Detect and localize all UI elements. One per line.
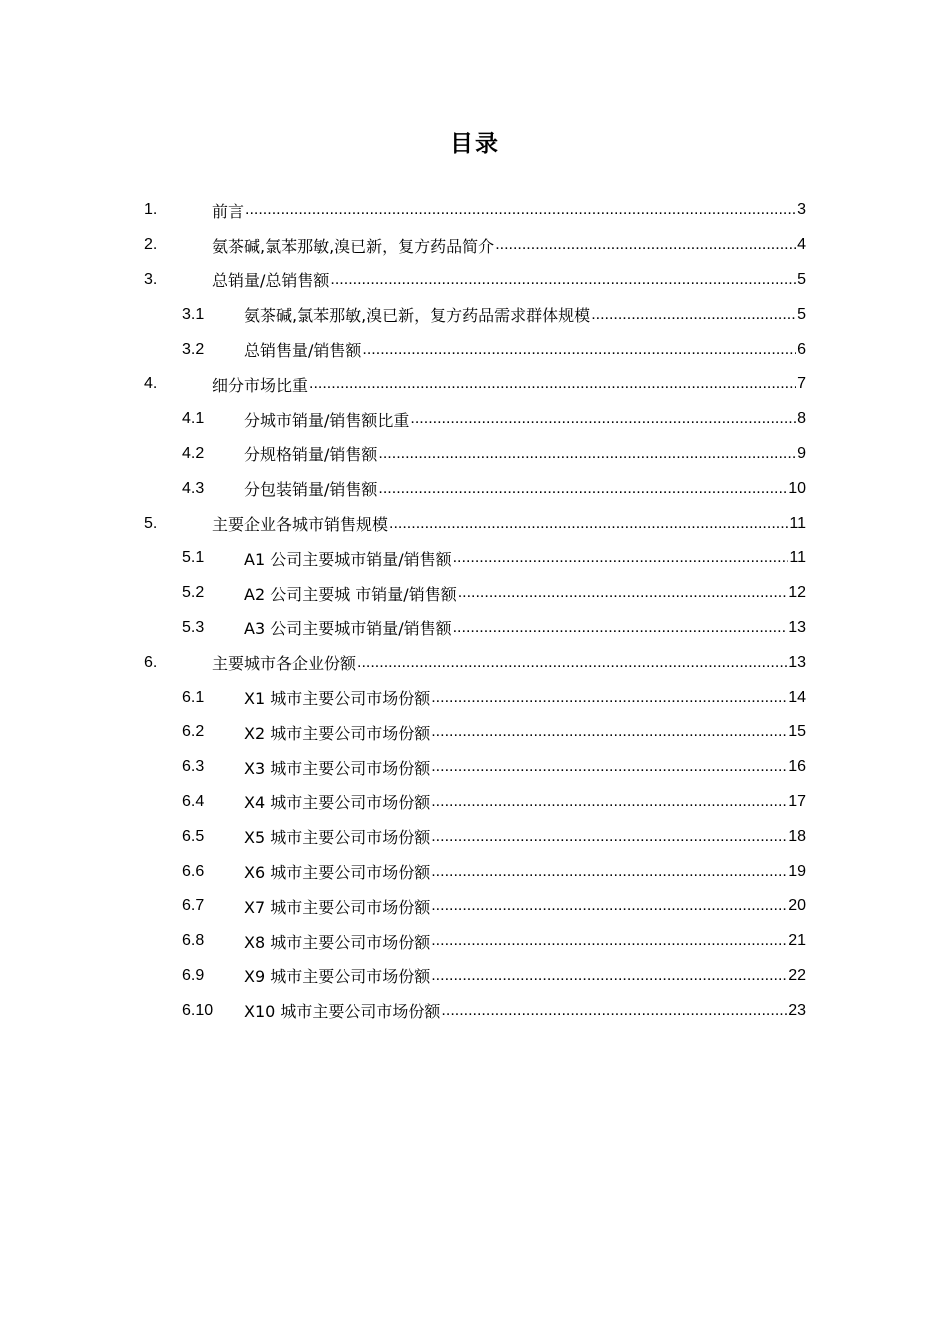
- toc-entry-page-number: 13: [788, 618, 806, 636]
- toc-entry-page-number: 22: [788, 966, 806, 984]
- toc-entry-page-number: 16: [788, 758, 806, 776]
- toc-dot-leader: [357, 654, 787, 672]
- toc-entry-page-number: 15: [788, 723, 806, 741]
- toc-dot-leader: [431, 897, 787, 915]
- toc-entry-number: 5.3: [182, 618, 205, 636]
- toc-dot-leader: [410, 410, 796, 428]
- toc-entry-page-number: 4: [797, 236, 806, 254]
- toc-dot-leader: [431, 723, 787, 741]
- toc-entry-page-number: 13: [788, 653, 806, 671]
- toc-entry[interactable]: [144, 924, 806, 959]
- toc-entry-page-number: 19: [788, 862, 806, 880]
- toc-entry-number: 6.1: [182, 688, 205, 706]
- toc-entry-page-number: 5: [797, 270, 806, 288]
- toc-entry-number: 6.10: [182, 1001, 214, 1019]
- toc-entry-label: 分规格销量/销售额: [244, 445, 378, 465]
- toc-entry-number: 6.2: [182, 723, 205, 741]
- toc-entry[interactable]: [144, 889, 806, 924]
- toc-entry[interactable]: [144, 297, 806, 332]
- toc-entry-label: X9 城市主要公司市场份额: [244, 967, 431, 987]
- toc-entry-label: 前言: [212, 201, 245, 221]
- toc-entry-label: 分城市销量/销售额比重: [244, 410, 410, 430]
- toc-entry-label: 主要企业各城市销售规模: [212, 515, 389, 535]
- toc-entry[interactable]: [144, 785, 806, 820]
- toc-entry-number: 6.9: [182, 966, 205, 984]
- toc-dot-leader: [431, 863, 787, 881]
- toc-dot-leader: [431, 828, 787, 846]
- toc-dot-leader: [389, 515, 788, 533]
- toc-entry-number: 3.2: [182, 340, 205, 358]
- toc-entry-label: X7 城市主要公司市场份额: [244, 897, 431, 917]
- toc-entry-label: X5 城市主要公司市场份额: [244, 828, 431, 848]
- toc-entry[interactable]: [144, 332, 806, 367]
- toc-dot-leader: [458, 584, 788, 602]
- toc-entry-label: X4 城市主要公司市场份额: [244, 793, 431, 813]
- toc-entry-label: X10 城市主要公司市场份额: [244, 1002, 441, 1022]
- toc-entry-label: 氨茶碱,氯苯那敏,溴已新，复方药品需求群体规模: [244, 306, 591, 326]
- toc-entry-label: 总销售量/销售额: [244, 341, 362, 361]
- toc-entry-page-number: 11: [789, 514, 806, 532]
- toc-entry-page-number: 12: [788, 584, 806, 602]
- toc-dot-leader: [453, 619, 788, 637]
- table-of-contents: [144, 193, 806, 1028]
- toc-entry[interactable]: [144, 611, 806, 646]
- toc-dot-leader: [431, 967, 787, 985]
- toc-dot-leader: [441, 1002, 787, 1020]
- toc-dot-leader: [453, 549, 789, 567]
- toc-dot-leader: [330, 271, 796, 289]
- toc-entry[interactable]: [144, 506, 806, 541]
- toc-entry-number: 6.5: [182, 827, 205, 845]
- toc-entry[interactable]: [144, 263, 806, 298]
- toc-entry-number: 6.8: [182, 932, 205, 950]
- toc-entry-page-number: 14: [788, 688, 806, 706]
- toc-dot-leader: [245, 201, 796, 219]
- toc-entry-label: 氨茶碱,氯苯那敏,溴已新，复方药品简介: [212, 236, 495, 256]
- toc-entry-page-number: 20: [788, 897, 806, 915]
- toc-entry-label: A2 公司主要城 市销量/销售额: [244, 584, 457, 604]
- toc-entry-number: 3.1: [182, 305, 205, 323]
- toc-entry-page-number: 18: [788, 827, 806, 845]
- toc-entry[interactable]: [144, 993, 806, 1028]
- toc-entry-page-number: 9: [797, 444, 806, 462]
- toc-entry-number: 4.2: [182, 444, 205, 462]
- toc-entry[interactable]: [144, 471, 806, 506]
- toc-entry-number: 3.: [144, 270, 158, 288]
- toc-entry-label: 主要城市各企业份额: [212, 654, 357, 674]
- toc-entry-page-number: 3: [797, 201, 806, 219]
- toc-entry[interactable]: [144, 715, 806, 750]
- toc-entry-label: X1 城市主要公司市场份额: [244, 689, 431, 709]
- toc-entry[interactable]: [144, 367, 806, 402]
- toc-entry-number: 4.3: [182, 479, 205, 497]
- toc-entry[interactable]: [144, 437, 806, 472]
- toc-entry-number: 1.: [144, 201, 158, 219]
- toc-dot-leader: [378, 480, 787, 498]
- toc-entry-number: 5.: [144, 514, 158, 532]
- toc-entry-number: 5.2: [182, 584, 205, 602]
- toc-entry-label: 细分市场比重: [212, 375, 309, 395]
- toc-entry-page-number: 5: [797, 305, 806, 323]
- toc-entry-page-number: 17: [788, 792, 806, 810]
- toc-dot-leader: [309, 375, 796, 393]
- toc-entry-label: X2 城市主要公司市场份额: [244, 723, 431, 743]
- toc-entry[interactable]: [144, 402, 806, 437]
- toc-entry[interactable]: [144, 541, 806, 576]
- toc-title: 目录: [450, 131, 500, 157]
- toc-entry-number: 6.4: [182, 792, 205, 810]
- toc-entry-label: X3 城市主要公司市场份额: [244, 758, 431, 778]
- toc-entry-page-number: 10: [788, 479, 806, 497]
- toc-entry-page-number: 6: [797, 340, 806, 358]
- toc-entry-number: 2.: [144, 236, 158, 254]
- toc-entry-number: 4.: [144, 375, 158, 393]
- toc-dot-leader: [431, 793, 787, 811]
- toc-entry-label: 分包装销量/销售额: [244, 480, 378, 500]
- toc-entry-number: 5.1: [182, 549, 205, 567]
- toc-dot-leader: [591, 306, 796, 324]
- toc-entry[interactable]: [144, 750, 806, 785]
- toc-dot-leader: [495, 236, 796, 254]
- toc-entry-number: 6.3: [182, 758, 205, 776]
- toc-entry-page-number: 11: [789, 549, 806, 567]
- toc-dot-leader: [431, 932, 787, 950]
- toc-entry-number: 6.6: [182, 862, 205, 880]
- toc-entry-page-number: 21: [788, 932, 806, 950]
- toc-entry-label: A3 公司主要城市销量/销售额: [244, 619, 452, 639]
- toc-entry-number: 4.1: [182, 410, 205, 428]
- toc-dot-leader: [431, 758, 787, 776]
- toc-entry[interactable]: [144, 193, 806, 228]
- toc-entry-page-number: 7: [797, 375, 806, 393]
- toc-entry-page-number: 8: [797, 410, 806, 428]
- toc-dot-leader: [431, 689, 787, 707]
- toc-entry[interactable]: [144, 959, 806, 994]
- toc-entry-label: 总销量/总销售额: [212, 271, 330, 291]
- toc-entry[interactable]: [144, 680, 806, 715]
- toc-entry-label: A1 公司主要城市销量/销售额: [244, 549, 452, 569]
- toc-dot-leader: [362, 341, 796, 359]
- toc-entry-label: X6 城市主要公司市场份额: [244, 863, 431, 883]
- toc-entry[interactable]: [144, 228, 806, 263]
- toc-entry-number: 6.7: [182, 897, 205, 915]
- toc-entry-label: X8 城市主要公司市场份额: [244, 932, 431, 952]
- toc-entry-number: 6.: [144, 653, 158, 671]
- toc-entry-page-number: 23: [788, 1001, 806, 1019]
- toc-entry[interactable]: [144, 819, 806, 854]
- toc-dot-leader: [378, 445, 796, 463]
- toc-entry[interactable]: [144, 645, 806, 680]
- toc-entry[interactable]: [144, 576, 806, 611]
- toc-entry[interactable]: [144, 854, 806, 889]
